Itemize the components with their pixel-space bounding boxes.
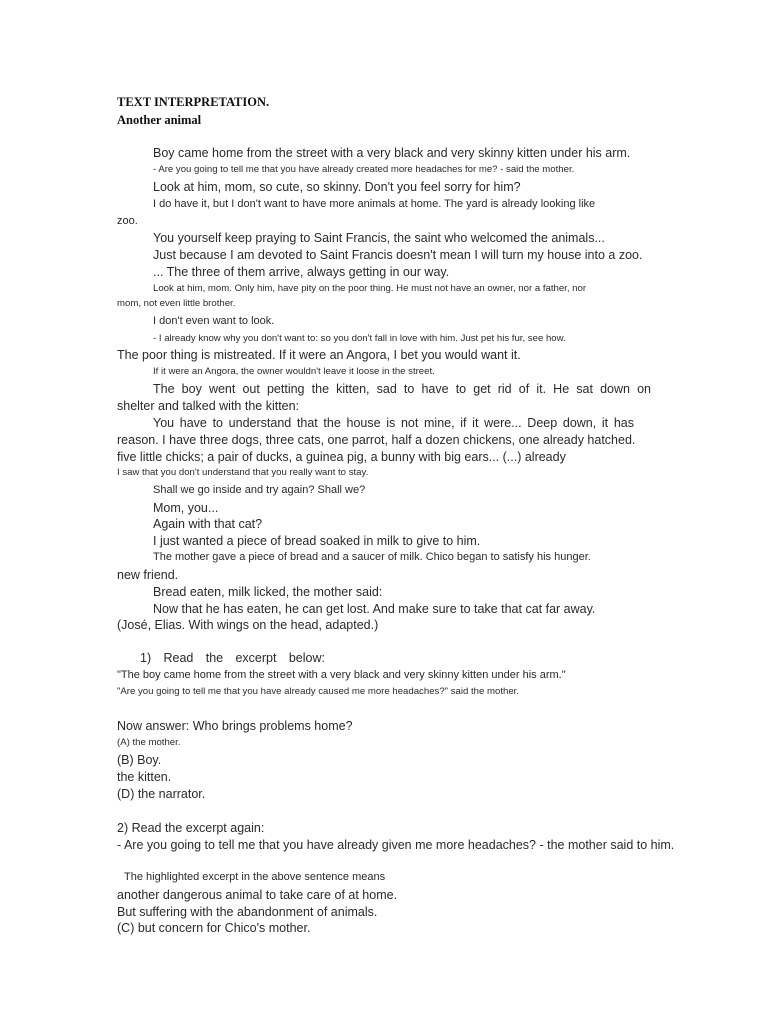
q2-option: (C) but concern for Chico's mother. <box>117 921 311 935</box>
q2-quote: - Are you going to tell me that you have already given me more headaches? - the mother said to him. <box>117 838 675 852</box>
story-line-text: The boy went out petting the kitten, sad to have to get rid of it. He sat down on <box>153 382 651 396</box>
q1-option: (A) the mother. <box>117 737 181 748</box>
q1-quote: "Are you going to tell me that you have already caused me more headaches?" said the mother. <box>117 686 519 697</box>
story-line: I saw that you don't understand that you really want to stay. <box>117 467 369 478</box>
q1-word: below: <box>288 651 325 665</box>
story-line: Look at him, mom, so cute, so skinny. Don't you feel sorry for him? <box>153 180 521 194</box>
story-line: - Are you going to tell me that you have already created more headaches for me? - said the mother. <box>153 164 575 175</box>
story-line: Bread eaten, milk licked, the mother said: <box>153 585 383 599</box>
story-line: You yourself keep praying to Saint Francis, the saint who welcomed the animals... <box>153 231 605 245</box>
story-line <box>153 382 651 396</box>
q1-heading <box>140 651 325 665</box>
q1-word: the <box>205 651 224 665</box>
story-line: The poor thing is mistreated. If it were an Angora, I bet you would want it. <box>117 348 521 362</box>
q2-prompt: The highlighted excerpt in the above sentence means <box>124 871 386 883</box>
story-line: reason. I have three dogs, three cats, one parrot, half a dozen chickens, one already hatched. <box>117 433 636 447</box>
story-line-text: You have to understand that the house is not mine, if it were... Deep down, it has <box>153 416 634 430</box>
story-line: If it were an Angora, the owner wouldn't leave it loose in the street. <box>153 366 435 377</box>
document-title: TEXT INTERPRETATION. <box>117 95 270 109</box>
story-line: Look at him, mom. Only him, have pity on the poor thing. He must not have an owner, nor a father, nor <box>153 283 587 294</box>
story-line: The mother gave a piece of bread and a saucer of milk. Chico began to satisfy his hunger. <box>153 551 591 563</box>
story-line: five little chicks; a pair of ducks, a guinea pig, a bunny with big ears... (...) already <box>117 450 566 464</box>
q1-word: Read <box>163 651 194 665</box>
q1-quote: "The boy came home from the street with a very black and very skinny kitten under his arm." <box>117 669 566 681</box>
q1-word: excerpt <box>235 651 277 665</box>
story-line: new friend. <box>117 568 179 582</box>
story-line <box>153 416 634 430</box>
story-line: Just because I am devoted to Saint Francis doesn't mean I will turn my house into a zoo. <box>153 248 643 262</box>
story-line: I do have it, but I don't want to have more animals at home. The yard is already looking like <box>153 198 596 210</box>
q1-number: 1) <box>140 651 152 665</box>
story-line: Mom, you... <box>153 501 219 515</box>
story-line: ... The three of them arrive, always getting in our way. <box>153 265 450 279</box>
q1-option: the kitten. <box>117 770 172 784</box>
story-line: I don't even want to look. <box>153 315 275 327</box>
story-line: I just wanted a piece of bread soaked in milk to give to him. <box>153 534 481 548</box>
story-source: (José, Elias. With wings on the head, adapted.) <box>117 618 379 632</box>
q2-option: But suffering with the abandonment of animals. <box>117 905 378 919</box>
story-line: shelter and talked with the kitten: <box>117 399 300 413</box>
story-line: Again with that cat? <box>153 517 263 531</box>
story-line: - I already know why you don't want to: so you don't fall in love with him. Just pet his fur, see how. <box>153 333 566 344</box>
q1-option: (D) the narrator. <box>117 787 206 801</box>
q1-option: (B) Boy. <box>117 753 162 767</box>
q2-option: another dangerous animal to take care of at home. <box>117 888 398 902</box>
story-line: Now that he has eaten, he can get lost. And make sure to take that cat far away. <box>153 602 596 616</box>
story-line: zoo. <box>117 215 138 227</box>
q2-title: 2) Read the excerpt again: <box>117 821 265 835</box>
story-line: Boy came home from the street with a very black and very skinny kitten under his arm. <box>153 146 631 160</box>
story-line: mom, not even little brother. <box>117 298 236 309</box>
story-line: Shall we go inside and try again? Shall we? <box>153 484 366 496</box>
document-subtitle: Another animal <box>117 113 202 127</box>
q1-prompt: Now answer: Who brings problems home? <box>117 719 353 733</box>
